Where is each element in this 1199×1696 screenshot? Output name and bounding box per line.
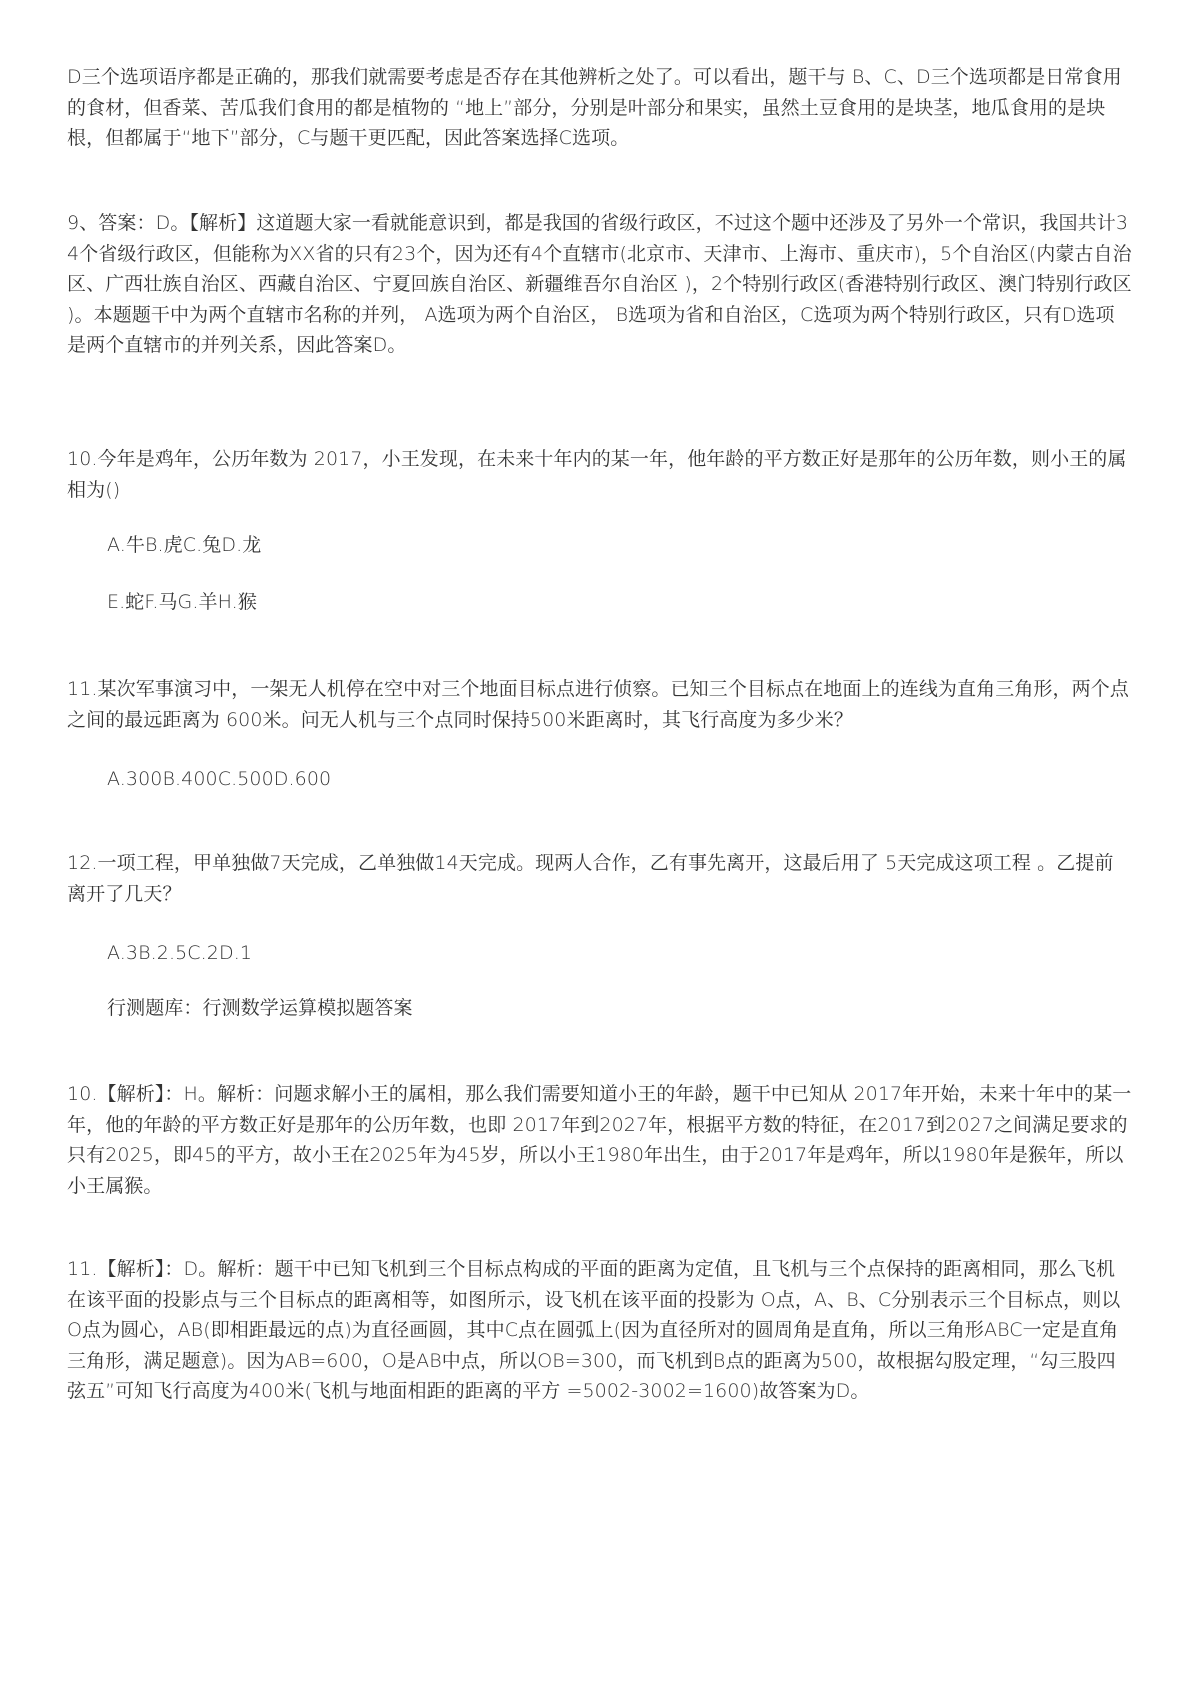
question-11-options: A.300B.400C.500D.600 (107, 768, 332, 790)
answer-10-explanation: 10.【解析】：H。解析：问题求解小王的属相，那么我们需要知道小王的年龄，题干中已知从 2017年开始，未来十年中的某一年，他的年龄的平方数正好是那年的公历年数，也即 2017年到2027年，根据平方数的特征，在2017到2027之间满足要求的只有2025，即45的平方，故小王在2025年为45岁，所以小王1980年出生，由于2017年是鸡年，所以1980年是猴年，所以小王属猴。 (67, 1083, 1132, 1197)
question-11-text: 11.某次军事演习中，一架无人机停在空中对三个地面目标点进行侦察。已知三个目标点在地面上的连线为直角三角形，两个点之间的最远距离为 600米。问无人机与三个点同时保持500米距离时，其飞行高度为多少米？ (67, 678, 1129, 731)
section-heading-answers: 行测题库：行测数学运算模拟题答案 (107, 997, 413, 1019)
question-10-options-e-h: E.蛇F.马G.羊H.猴 (107, 591, 257, 613)
answer-11-explanation: 11.【解析】：D。解析：题干中已知飞机到三个目标点构成的平面的距离为定值，且飞机与三个点保持的距离相同，那么飞机在该平面的投影点与三个目标点的距离相等，如图所示，设飞机在该平面的投影为 O点，A、B、C分别表示三个目标点，则以O点为圆心，AB(即相距最远的点)为直径画圆，其中C点在圆弧上(因为直径所对的圆周角是直角，所以三角形ABC一定是直角三角形，满足题意)。因为AB=600，O是AB中点，所以OB=300，而飞机到B点的距离为500，故根据勾股定理，“勾三股四弦五”可知飞行高度为400米(飞机与地面相距的距离的平方 =5002-3002=1600)故答案为D。 (67, 1258, 1121, 1402)
question-10-options-a-d: A.牛B.虎C.兔D.龙 (107, 534, 262, 556)
answer-9-explanation: 9、答案：D。【解析】这道题大家一看就能意识到，都是我国的省级行政区，不过这个题中还涉及了另外一个常识，我国共计34个省级行政区，但能称为XX省的只有23个，因为还有4个直辖市(北京市、天津市、上海市、重庆市)，5个自治区(内蒙古自治区、广西壮族自治区、西藏自治区、宁夏回族自治区、新疆维吾尔自治区 )，2个特别行政区(香港特别行政区、澳门特别行政区 )。本题题干中为两个直辖市名称的并列， A选项为两个自治区， B选项为省和自治区，C选项为两个特别行政区，只有D选项是两个直辖市的并列关系，因此答案D。 (67, 212, 1132, 356)
question-12-options: A.3B.2.5C.2D.1 (107, 942, 253, 964)
question-10-text: 10.今年是鸡年，公历年数为 2017，小王发现，在未来十年内的某一年，他年龄的平方数正好是那年的公历年数，则小王的属相为() (67, 448, 1127, 501)
question-12-text: 12.一项工程，甲单独做7天完成，乙单独做14天完成。现两人合作，乙有事先离开，这最后用了 5天完成这项工程 。乙提前离开了几天？ (67, 852, 1114, 905)
answer-8-explanation-continued: D三个选项语序都是正确的，那我们就需要考虑是否存在其他辨析之处了。可以看出，题干与 B、C、D三个选项都是日常食用的食材，但香菜、苦瓜我们食用的都是植物的 “地上”部分，分别是叶部分和果实，虽然土豆食用的是块茎，地瓜食用的是块根，但都属于“地下”部分，C与题干更匹配，因此答案选择C选项。 (67, 66, 1122, 149)
